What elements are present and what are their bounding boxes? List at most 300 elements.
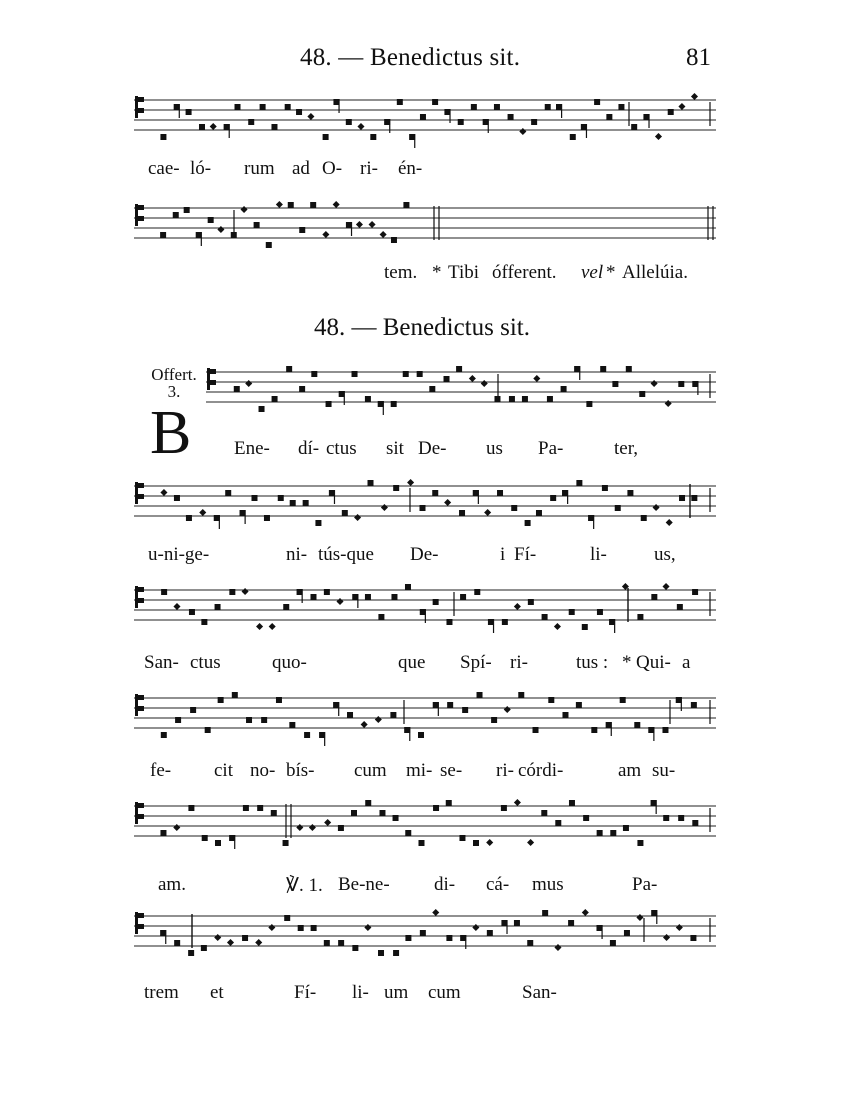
- syllable: trem: [144, 982, 179, 1003]
- staff-2-svg: [134, 196, 716, 256]
- punctum-neume: [569, 609, 575, 615]
- syllable: én-: [398, 158, 423, 179]
- punctum-neume: [487, 930, 493, 936]
- rhombus-neume: [554, 623, 561, 630]
- punctum-neume: [458, 119, 464, 125]
- rhombus-neume: [375, 716, 382, 723]
- mode-label-text: Offert.: [151, 365, 197, 384]
- rhombus-neume: [173, 603, 180, 610]
- punctum-neume: [298, 925, 304, 931]
- punctum-neume: [615, 505, 621, 511]
- punctum-neume: [347, 712, 353, 718]
- staff-3: [206, 360, 716, 420]
- neume-stem: [245, 510, 246, 524]
- punctum-neume: [261, 717, 267, 723]
- c-clef-icon: [135, 96, 144, 118]
- rhombus-neume: [554, 944, 561, 951]
- punctum-neume: [541, 810, 547, 816]
- punctum-neume: [257, 805, 263, 811]
- punctum-neume: [602, 485, 608, 491]
- syllable: Fí-: [294, 982, 317, 1003]
- punctum-neume: [229, 589, 235, 595]
- punctum-neume: [405, 935, 411, 941]
- neume-stem: [653, 727, 654, 741]
- punctum-neume: [477, 692, 483, 698]
- lyric-line-8: [0, 982, 850, 1010]
- punctum-neume: [536, 510, 542, 516]
- punctum-neume: [326, 401, 332, 407]
- punctum-neume: [352, 945, 358, 951]
- syllable: *: [606, 262, 616, 283]
- punctum-neume: [569, 800, 575, 806]
- punctum-neume: [561, 386, 567, 392]
- neume-stem: [219, 515, 220, 529]
- neume-stem: [601, 925, 602, 939]
- neume-stem: [681, 697, 682, 711]
- staff-1-svg: [134, 88, 716, 148]
- punctum-neume: [205, 727, 211, 733]
- neume-stem: [449, 109, 450, 123]
- rhombus-neume: [336, 598, 343, 605]
- neume-stem: [586, 124, 587, 138]
- syllable: ter,: [614, 438, 639, 459]
- punctum-neume: [225, 490, 231, 496]
- punctum-neume: [251, 495, 257, 501]
- punctum-neume: [278, 495, 284, 501]
- punctum-neume: [378, 614, 384, 620]
- syllable: cit: [214, 760, 233, 781]
- neume-stem: [357, 594, 358, 608]
- punctum-neume: [679, 495, 685, 501]
- syllable: cae-: [148, 158, 180, 179]
- punctum-neume: [391, 237, 397, 243]
- punctum-neume: [497, 490, 503, 496]
- punctum-neume: [264, 515, 270, 521]
- punctum-neume: [403, 371, 409, 377]
- punctum-neume: [202, 835, 208, 841]
- punctum-neume: [429, 386, 435, 392]
- staff-8-svg: [134, 904, 716, 964]
- mode-number: 3.: [167, 382, 181, 401]
- punctum-neume: [420, 930, 426, 936]
- punctum-neume: [393, 485, 399, 491]
- punctum-neume: [201, 619, 207, 625]
- rhombus-neume: [655, 133, 662, 140]
- punctum-neume: [491, 717, 497, 723]
- syllable: um: [384, 982, 409, 1003]
- syllable: De-: [418, 438, 447, 459]
- syllable: ófferent.: [492, 262, 557, 283]
- syllable: et: [210, 982, 224, 1003]
- rhombus-neume: [356, 221, 363, 228]
- punctum-neume: [494, 396, 500, 402]
- neume-stem: [201, 232, 202, 246]
- neume-stem: [648, 114, 649, 128]
- punctum-neume: [199, 124, 205, 130]
- punctum-neume: [690, 935, 696, 941]
- neume-stem: [179, 104, 180, 118]
- punctum-neume: [618, 104, 624, 110]
- initial-letter: B: [150, 399, 192, 467]
- running-head-title: 48. — Benedictus sit.: [300, 44, 521, 71]
- rhombus-neume: [322, 231, 329, 238]
- staff-4: [134, 474, 716, 534]
- punctum-neume: [542, 910, 548, 916]
- syllable: su-: [652, 760, 676, 781]
- lyric-line-1: [0, 158, 850, 186]
- punctum-neume: [243, 805, 249, 811]
- syllable: que: [398, 652, 426, 673]
- punctum-neume: [548, 697, 554, 703]
- punctum-neume: [511, 505, 517, 511]
- rhombus-neume: [269, 623, 276, 630]
- punctum-neume: [576, 480, 582, 486]
- punctum-neume: [346, 119, 352, 125]
- punctum-neume: [299, 386, 305, 392]
- punctum-neume: [501, 805, 507, 811]
- neume-stem: [465, 935, 466, 949]
- syllable: rum: [244, 158, 275, 179]
- punctum-neume: [365, 396, 371, 402]
- staff-5-svg: [134, 578, 716, 638]
- neume-stem: [656, 910, 657, 924]
- punctum-neume: [234, 386, 240, 392]
- punctum-neume: [627, 490, 633, 496]
- syllable: ctus: [326, 438, 357, 459]
- punctum-neume: [284, 915, 290, 921]
- punctum-neume: [545, 104, 551, 110]
- neume-stem: [414, 134, 415, 148]
- rhombus-neume: [268, 924, 275, 931]
- punctum-neume: [323, 134, 329, 140]
- punctum-neume: [254, 222, 260, 228]
- neume-stem: [234, 835, 235, 849]
- punctum-neume: [433, 599, 439, 605]
- punctum-neume: [494, 104, 500, 110]
- punctum-neume: [190, 707, 196, 713]
- lyric-line-2: [0, 262, 850, 290]
- punctum-neume: [174, 495, 180, 501]
- punctum-neume: [391, 594, 397, 600]
- punctum-neume: [634, 722, 640, 728]
- punctum-neume: [668, 109, 674, 115]
- syllable: am: [618, 760, 642, 781]
- punctum-neume: [186, 109, 192, 115]
- punctum-neume: [390, 712, 396, 718]
- punctum-neume: [509, 396, 515, 402]
- running-head: [0, 44, 850, 78]
- punctum-neume: [368, 480, 374, 486]
- neume-stem: [389, 119, 390, 133]
- rhombus-neume: [666, 519, 673, 526]
- punctum-neume: [276, 697, 282, 703]
- rhombus-neume: [357, 123, 364, 130]
- neume-stem: [567, 490, 568, 504]
- rhombus-neume: [407, 479, 414, 486]
- rhombus-neume: [354, 514, 361, 521]
- syllable: mi-: [406, 760, 433, 781]
- rhombus-neume: [256, 623, 263, 630]
- staff-6-svg: [134, 686, 716, 746]
- punctum-neume: [677, 604, 683, 610]
- punctum-neume: [620, 697, 626, 703]
- rhombus-neume: [486, 839, 493, 846]
- punctum-neume: [582, 624, 588, 630]
- syllable: us: [486, 438, 503, 459]
- punctum-neume: [303, 500, 309, 506]
- staff-5: [134, 578, 716, 638]
- syllable: di-: [434, 874, 456, 895]
- punctum-neume: [175, 717, 181, 723]
- punctum-neume: [324, 589, 330, 595]
- punctum-neume: [160, 232, 166, 238]
- punctum-neume: [432, 490, 438, 496]
- rhombus-neume: [324, 819, 331, 826]
- punctum-neume: [160, 830, 166, 836]
- neume-stem: [614, 619, 615, 633]
- punctum-neume: [662, 727, 668, 733]
- c-clef-icon: [135, 586, 144, 608]
- punctum-neume: [283, 840, 289, 846]
- lyric-line-3: [0, 438, 850, 466]
- rhombus-neume: [369, 221, 376, 228]
- punctum-neume: [289, 722, 295, 728]
- rhombus-neume: [663, 934, 670, 941]
- punctum-neume: [365, 800, 371, 806]
- punctum-neume: [378, 950, 384, 956]
- punctum-neume: [310, 594, 316, 600]
- syllable: Pa-: [632, 874, 658, 895]
- punctum-neume: [283, 604, 289, 610]
- punctum-neume: [531, 119, 537, 125]
- punctum-neume: [606, 114, 612, 120]
- syllable: u-ni-ge-: [148, 544, 210, 565]
- rhombus-neume: [160, 489, 167, 496]
- punctum-neume: [474, 589, 480, 595]
- rhombus-neume: [432, 909, 439, 916]
- staff-1: [134, 88, 716, 148]
- punctum-neume: [459, 510, 465, 516]
- punctum-neume: [446, 619, 452, 625]
- punctum-neume: [600, 366, 606, 372]
- rhombus-neume: [210, 123, 217, 130]
- rhombus-neume: [481, 380, 488, 387]
- neume-stem: [561, 104, 562, 118]
- neume-stem: [593, 515, 594, 529]
- punctum-neume: [286, 366, 292, 372]
- rhombus-neume: [245, 380, 252, 387]
- punctum-neume: [502, 619, 508, 625]
- lyric-line-7: [0, 874, 850, 902]
- rhombus-neume: [469, 375, 476, 382]
- rhombus-neume: [309, 824, 316, 831]
- rhombus-neume: [665, 400, 672, 407]
- punctum-neume: [528, 599, 534, 605]
- rhombus-neume: [242, 588, 249, 595]
- c-clef-icon: [135, 802, 144, 824]
- punctum-neume: [310, 202, 316, 208]
- punctum-neume: [522, 396, 528, 402]
- punctum-neume: [462, 707, 468, 713]
- punctum-neume: [678, 815, 684, 821]
- syllable: no-: [250, 760, 276, 781]
- neume-stem: [344, 391, 345, 405]
- syllable: ℣. 1.: [286, 875, 323, 896]
- punctum-neume: [456, 366, 462, 372]
- punctum-neume: [184, 207, 190, 213]
- syllable: ri-: [510, 652, 528, 673]
- rhombus-neume: [472, 924, 479, 931]
- rhombus-neume: [444, 499, 451, 506]
- punctum-neume: [612, 381, 618, 387]
- punctum-neume: [568, 920, 574, 926]
- c-clef-icon: [135, 482, 144, 504]
- punctum-neume: [651, 594, 657, 600]
- punctum-neume: [533, 727, 539, 733]
- punctum-neume: [248, 119, 254, 125]
- punctum-neume: [547, 396, 553, 402]
- rhombus-neume: [663, 583, 670, 590]
- punctum-neume: [626, 366, 632, 372]
- rhombus-neume: [504, 706, 511, 713]
- punctum-neume: [351, 810, 357, 816]
- punctum-neume: [471, 104, 477, 110]
- punctum-neume: [188, 805, 194, 811]
- syllable: *: [432, 262, 442, 283]
- punctum-neume: [188, 950, 194, 956]
- punctum-neume: [208, 217, 214, 223]
- punctum-neume: [594, 99, 600, 105]
- lyric-line-4: [0, 544, 850, 572]
- c-clef-icon: [135, 912, 144, 934]
- punctum-neume: [663, 815, 669, 821]
- rhombus-neume: [296, 824, 303, 831]
- punctum-neume: [576, 702, 582, 708]
- punctum-neume: [583, 815, 589, 821]
- punctum-neume: [433, 805, 439, 811]
- punctum-neume: [610, 940, 616, 946]
- punctum-neume: [444, 376, 450, 382]
- punctum-neume: [397, 99, 403, 105]
- neume-stem: [697, 381, 698, 395]
- rhombus-neume: [691, 93, 698, 100]
- punctum-neume: [296, 109, 302, 115]
- punctum-neume: [393, 950, 399, 956]
- neume-stem: [324, 732, 325, 746]
- staff-4-svg: [134, 474, 716, 534]
- punctum-neume: [624, 930, 630, 936]
- staff-8: [134, 904, 716, 964]
- c-clef-icon: [135, 694, 144, 716]
- punctum-neume: [597, 609, 603, 615]
- rhombus-neume: [527, 839, 534, 846]
- punctum-neume: [338, 825, 344, 831]
- punctum-neume: [542, 614, 548, 620]
- rhombus-neume: [484, 509, 491, 516]
- rhombus-neume: [241, 206, 248, 213]
- punctum-neume: [246, 717, 252, 723]
- punctum-neume: [299, 227, 305, 233]
- rhombus-neume: [380, 231, 387, 238]
- punctum-neume: [637, 840, 643, 846]
- piece-title: 48. — Benedictus sit.: [314, 314, 530, 341]
- rhombus-neume: [227, 939, 234, 946]
- rhombus-neume: [653, 504, 660, 511]
- punctum-neume: [417, 371, 423, 377]
- syllable: cá-: [486, 874, 510, 895]
- punctum-neume: [562, 712, 568, 718]
- punctum-neume: [586, 401, 592, 407]
- syllable: dí-: [298, 438, 320, 459]
- neume-stem: [409, 727, 410, 741]
- punctum-neume: [218, 697, 224, 703]
- punctum-neume: [473, 840, 479, 846]
- syllable: cum: [354, 760, 387, 781]
- punctum-neume: [405, 830, 411, 836]
- rhombus-neume: [381, 504, 388, 511]
- rhombus-neume: [255, 939, 262, 946]
- punctum-neume: [555, 820, 561, 826]
- lyric-line-6: [0, 760, 850, 788]
- punctum-neume: [186, 515, 192, 521]
- punctum-neume: [432, 99, 438, 105]
- rhombus-neume: [214, 934, 221, 941]
- punctum-neume: [161, 732, 167, 738]
- rhombus-neume: [651, 380, 658, 387]
- punctum-neume: [692, 820, 698, 826]
- punctum-neume: [260, 104, 266, 110]
- syllable: tem.: [384, 262, 418, 283]
- neume-stem: [338, 99, 339, 113]
- punctum-neume: [597, 830, 603, 836]
- syllable: fe-: [150, 760, 172, 781]
- punctum-neume: [403, 202, 409, 208]
- neume-stem: [229, 124, 230, 138]
- neume-stem: [488, 119, 489, 133]
- syllable: O-: [322, 158, 343, 179]
- staff-6: [134, 686, 716, 746]
- punctum-neume: [459, 835, 465, 841]
- punctum-neume: [160, 134, 166, 140]
- punctum-neume: [420, 114, 426, 120]
- neume-stem: [165, 930, 166, 944]
- punctum-neume: [215, 604, 221, 610]
- punctum-neume: [189, 609, 195, 615]
- syllable: bís-: [286, 760, 315, 781]
- syllable: a: [682, 652, 691, 673]
- neume-stem: [493, 619, 494, 633]
- punctum-neume: [420, 505, 426, 511]
- lyric-line-5: [0, 652, 850, 680]
- staff-3-svg: [206, 360, 716, 420]
- punctum-neume: [311, 925, 317, 931]
- syllable: ló-: [190, 158, 212, 179]
- mode-label: [144, 366, 204, 400]
- rhombus-neume: [361, 721, 368, 728]
- punctum-neume: [242, 935, 248, 941]
- syllable: quo-: [272, 652, 307, 673]
- punctum-neume: [639, 391, 645, 397]
- punctum-neume: [173, 212, 179, 218]
- rhombus-neume: [307, 113, 314, 120]
- neume-stem: [334, 490, 335, 504]
- rhombus-neume: [676, 924, 683, 931]
- punctum-neume: [311, 371, 317, 377]
- punctum-neume: [518, 692, 524, 698]
- rhombus-neume: [582, 909, 589, 916]
- punctum-neume: [678, 381, 684, 387]
- rhombus-neume: [173, 824, 180, 831]
